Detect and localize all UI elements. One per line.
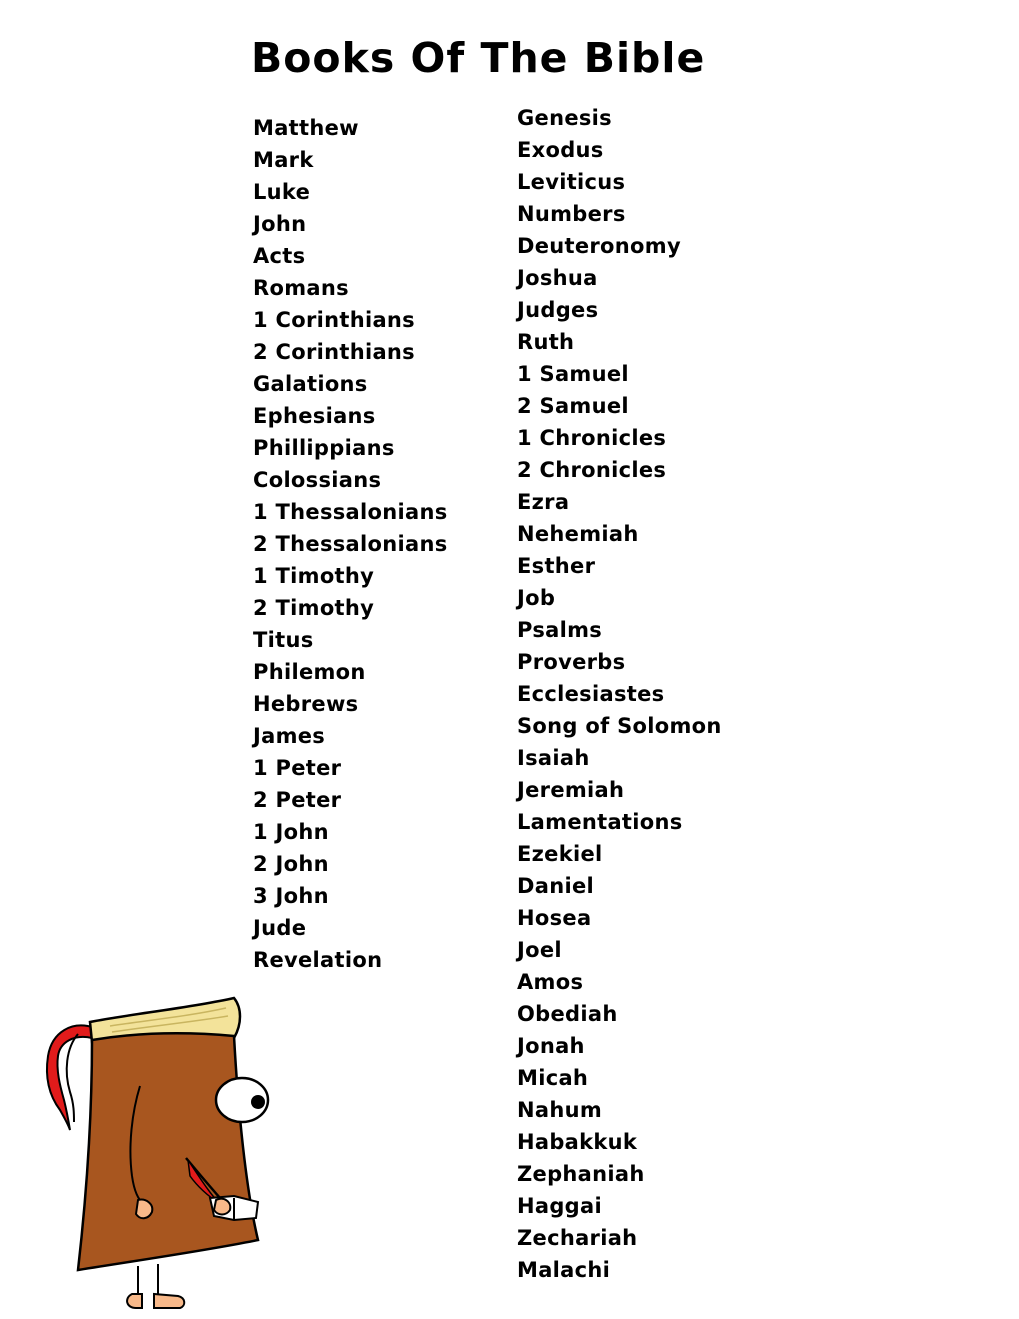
- old-testament-book-item: 1 Samuel: [517, 362, 629, 386]
- old-testament-book-item: Obediah: [517, 1002, 618, 1026]
- old-testament-book-item: Haggai: [517, 1194, 602, 1218]
- new-testament-book-item: 1 Timothy: [253, 564, 375, 588]
- old-testament-book-item: Job: [517, 586, 556, 610]
- new-testament-book-item: 2 Timothy: [253, 596, 375, 620]
- old-testament-book-item: Daniel: [517, 874, 594, 898]
- new-testament-book-item: Mark: [253, 148, 314, 172]
- book-cover: [78, 1033, 258, 1270]
- old-testament-book-item: Isaiah: [517, 746, 590, 770]
- new-testament-book-item: 1 Peter: [253, 756, 342, 780]
- new-testament-book-item: 1 John: [253, 820, 329, 844]
- old-testament-book-item: Jeremiah: [517, 778, 625, 802]
- new-testament-book-item: Colossians: [253, 468, 382, 492]
- old-testament-book-item: Joshua: [517, 266, 598, 290]
- new-testament-book-item: 1 Corinthians: [253, 308, 415, 332]
- new-testament-book-item: Ephesians: [253, 404, 376, 428]
- new-testament-book-item: 3 John: [253, 884, 329, 908]
- old-testament-book-item: Nahum: [517, 1098, 603, 1122]
- new-testament-book-item: Titus: [253, 628, 314, 652]
- old-testament-book-item: Nehemiah: [517, 522, 639, 546]
- old-testament-book-item: Leviticus: [517, 170, 626, 194]
- old-testament-book-item: Zephaniah: [517, 1162, 645, 1186]
- new-testament-book-item: 2 Peter: [253, 788, 342, 812]
- pupil: [251, 1095, 265, 1109]
- old-testament-book-item: Joel: [517, 938, 562, 962]
- ribbon-bookmark: [47, 1026, 95, 1130]
- old-testament-book-item: Song of Solomon: [517, 714, 722, 738]
- old-testament-book-item: Esther: [517, 554, 596, 578]
- old-testament-book-item: Ezekiel: [517, 842, 603, 866]
- new-testament-book-item: Hebrews: [253, 692, 359, 716]
- old-testament-book-item: Amos: [517, 970, 584, 994]
- foot-right: [154, 1294, 184, 1308]
- page-title: Books Of The Bible: [251, 34, 706, 82]
- old-testament-book-item: Ecclesiastes: [517, 682, 665, 706]
- new-testament-book-item: Galations: [253, 372, 368, 396]
- bible-book-mascot-illustration: [20, 990, 280, 1315]
- old-testament-book-item: Habakkuk: [517, 1130, 638, 1154]
- old-testament-book-item: Numbers: [517, 202, 626, 226]
- old-testament-list: [517, 102, 722, 1286]
- new-testament-book-item: Matthew: [253, 116, 359, 140]
- old-testament-book-item: Ruth: [517, 330, 575, 354]
- new-testament-book-item: Acts: [253, 244, 306, 268]
- new-testament-list: [253, 112, 448, 976]
- old-testament-book-item: Proverbs: [517, 650, 626, 674]
- new-testament-book-item: Phillippians: [253, 436, 395, 460]
- old-testament-book-item: Genesis: [517, 106, 612, 130]
- old-testament-book-item: Ezra: [517, 490, 570, 514]
- hand-right: [214, 1199, 230, 1215]
- hand-left: [136, 1200, 152, 1219]
- new-testament-book-item: 2 Thessalonians: [253, 532, 448, 556]
- new-testament-book-item: 1 Thessalonians: [253, 500, 448, 524]
- new-testament-book-item: Jude: [253, 916, 307, 940]
- new-testament-book-item: Romans: [253, 276, 349, 300]
- old-testament-book-item: Judges: [517, 298, 599, 322]
- new-testament-book-item: Luke: [253, 180, 311, 204]
- new-testament-book-item: 2 Corinthians: [253, 340, 415, 364]
- old-testament-book-item: Psalms: [517, 618, 603, 642]
- new-testament-book-item: 2 John: [253, 852, 329, 876]
- old-testament-book-item: Micah: [517, 1066, 589, 1090]
- new-testament-book-item: James: [253, 724, 326, 748]
- old-testament-book-item: Zechariah: [517, 1226, 638, 1250]
- old-testament-book-item: Malachi: [517, 1258, 611, 1282]
- new-testament-book-item: Revelation: [253, 948, 383, 972]
- new-testament-book-item: John: [253, 212, 307, 236]
- old-testament-book-item: 1 Chronicles: [517, 426, 667, 450]
- foot-left: [127, 1294, 142, 1308]
- old-testament-book-item: Deuteronomy: [517, 234, 681, 258]
- old-testament-book-item: 2 Chronicles: [517, 458, 667, 482]
- old-testament-book-item: Exodus: [517, 138, 604, 162]
- old-testament-book-item: Hosea: [517, 906, 592, 930]
- old-testament-book-item: 2 Samuel: [517, 394, 629, 418]
- new-testament-book-item: Philemon: [253, 660, 366, 684]
- old-testament-book-item: Lamentations: [517, 810, 683, 834]
- old-testament-book-item: Jonah: [517, 1034, 585, 1058]
